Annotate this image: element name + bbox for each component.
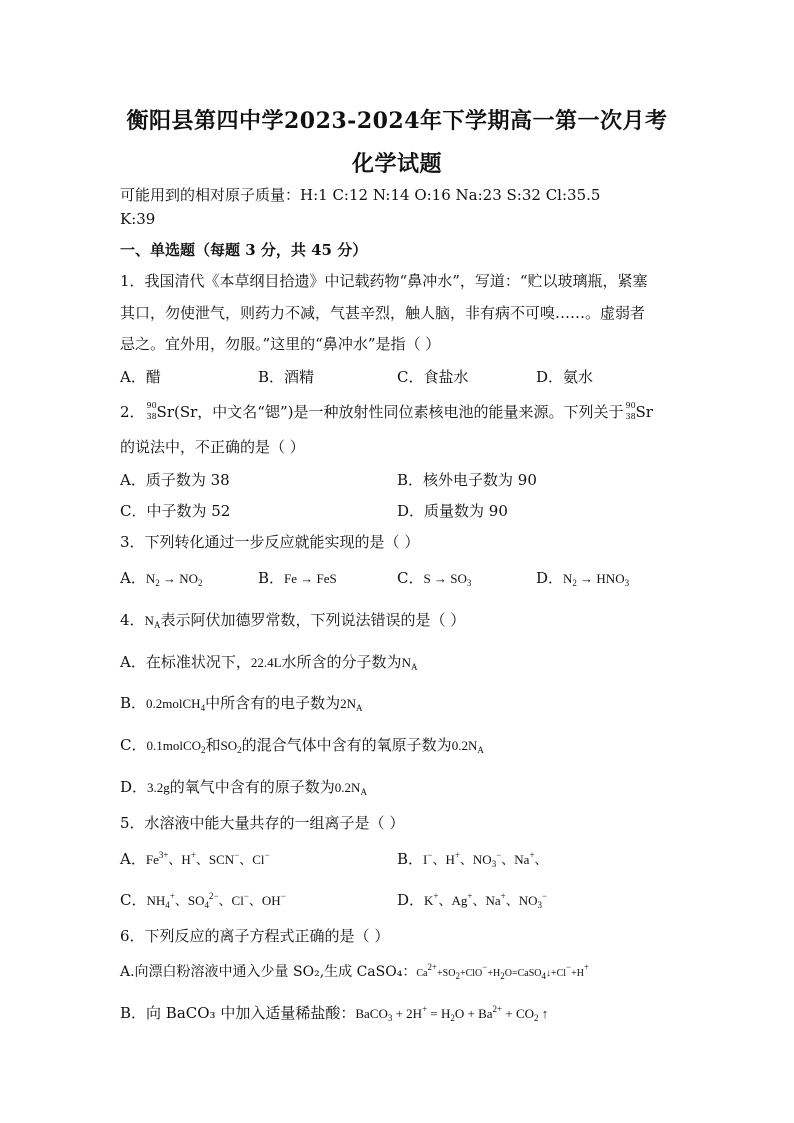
atomic-masses-line-1: 可能用到的相对原子质量：H:1 C:12 N:14 O:16 Na:23 S:32 Cl:35.5	[120, 186, 601, 204]
q4-option-b: B．0.2molCH$_4$中所含有的电子数为$2N_A$	[120, 694, 363, 713]
text: 的混合气体中含有的氧原子数为	[241, 736, 452, 754]
isotope-mass-number: 90	[625, 401, 636, 410]
text: A．在标准状况下，	[120, 653, 251, 671]
q5-option-c: C．$NH_4^+$、$SO_4^{2-}$、Cl−、OH−	[120, 891, 286, 910]
q4-stem-text: 表示阿伏加德罗常数，下列说法错误的是（ ）	[160, 611, 466, 629]
isotope-mass-number: 90	[146, 401, 157, 410]
q3-option-d: D．$N_2 \to HNO_3$	[536, 569, 630, 588]
q3-option-c: C．$S \to SO_3$	[397, 569, 472, 588]
exam-title: 衡阳县第四中学2023-2024年下学期高一第一次月考	[126, 108, 668, 134]
text: 水所含的分子数为	[281, 653, 402, 671]
q5-option-b: B．I−、H+、$NO_3^-$、Na+、	[397, 850, 548, 869]
q2-number: 2．	[120, 403, 145, 421]
q1-option-a: A．醋	[120, 368, 161, 386]
q1-stem-line-3: 忌之。宜外用，勿服。”这里的“鼻冲水”是指（ ）	[120, 335, 441, 353]
q6-option-b: B．向 BaCO₃ 中加入适量稀盐酸：BaCO$_3$ + $2H^+ = H_2O + Ba^{2+} + CO_2$ ↑	[120, 1004, 549, 1023]
q2-stem-end: Sr	[635, 403, 653, 421]
q1-option-d: D．氨水	[536, 368, 594, 386]
option-label: A．	[120, 850, 146, 868]
option-label: A．	[120, 569, 146, 587]
text: C．	[120, 736, 147, 754]
q5-stem: 5．水溶液中能大量共存的一组离子是（ ）	[120, 814, 405, 832]
text: 的氧气中含有的原子数为	[169, 778, 335, 796]
q3-option-b: B．Fe → FeS	[258, 569, 337, 587]
q2-stem-line-2: 的说法中，不正确的是（ ）	[120, 438, 305, 456]
q4-number: 4．	[120, 611, 145, 629]
q2-isotope-symbol-end	[623, 401, 636, 421]
q2-option-d: D．质量数为 90	[397, 502, 508, 520]
q2-option-c: C．中子数为 52	[120, 502, 231, 520]
option-label: C．	[120, 891, 147, 909]
text: 和	[205, 736, 221, 754]
q5-option-d: D．K+、Ag+、Na+、$NO_3^-$	[397, 891, 548, 910]
q1-stem-line-1: 1．我国清代《本草纲目拾遗》中记载药物“鼻冲水”，写道：“贮以玻璃瓶，紧塞	[120, 272, 648, 290]
q4-stem: 4．$N_A$表示阿伏加德罗常数，下列说法错误的是（ ）	[120, 611, 466, 630]
q6-option-a: A.向漂白粉溶液中通入少量 SO₂,生成 CaSO₄：$Ca^{2+}+SO_2+ClO^-+H_2O=CaSO_4↓+Cl^-+H^+$	[120, 962, 590, 981]
q3-option-a: A．$N_2 \to NO_2$	[120, 569, 203, 588]
q2-option-a: A．质子数为 38	[120, 471, 230, 489]
text: A.向漂白粉溶液中通入少量 SO₂,生成 CaSO₄：	[120, 964, 417, 980]
text: B．向 BaCO₃ 中加入适量稀盐酸：	[120, 1004, 356, 1022]
option-label: B．	[397, 850, 424, 868]
q4-option-a: A．在标准状况下，22.4L水所含的分子数为$N_A$	[120, 653, 418, 672]
q2-stem-text: Sr(Sr，中文名“锶”)是一种放射性同位素核电池的能量来源。下列关于	[156, 403, 624, 421]
q2-isotope-symbol	[145, 401, 157, 421]
isotope-atomic-number: 38	[625, 412, 636, 421]
atomic-masses-line-2: K:39	[120, 210, 156, 228]
q1-stem-line-2: 其口，勿使泄气，则药力不减，气甚辛烈，触人脑，非有病不可嗅……。虚弱者	[120, 304, 646, 322]
option-label: D．	[397, 891, 425, 909]
option-label: B．	[258, 569, 285, 587]
text: 中所含有的电子数为	[205, 694, 341, 712]
option-label: D．	[536, 569, 564, 587]
q3-stem: 3．下列转化通过一步反应就能实现的是（ ）	[120, 533, 420, 551]
q1-option-c: C．食盐水	[397, 368, 469, 386]
section-title: 一、单选题（每题 3 分，共 45 分）	[120, 241, 368, 259]
exam-subtitle: 化学试题	[351, 151, 442, 177]
q1-option-b: B．酒精	[258, 368, 315, 386]
q2-stem-line-1	[120, 401, 653, 422]
q2-option-b: B．核外电子数为 90	[397, 471, 537, 489]
q4-option-c: C．0.1molCO$_2$和$SO_2$的混合气体中含有的氧原子数为$0.2N_A$	[120, 736, 484, 755]
q4-option-d: D．3.2g的氧气中含有的原子数为$0.2N_A$	[120, 778, 367, 797]
q6-stem: 6．下列反应的离子方程式正确的是（ ）	[120, 927, 390, 945]
isotope-atomic-number: 38	[146, 412, 157, 421]
text: D．	[120, 778, 148, 796]
option-label: C．	[397, 569, 424, 587]
q5-option-a: A．$Fe^{3+}$、H+、SCN−、Cl−	[120, 850, 270, 868]
text: B．	[120, 694, 147, 712]
